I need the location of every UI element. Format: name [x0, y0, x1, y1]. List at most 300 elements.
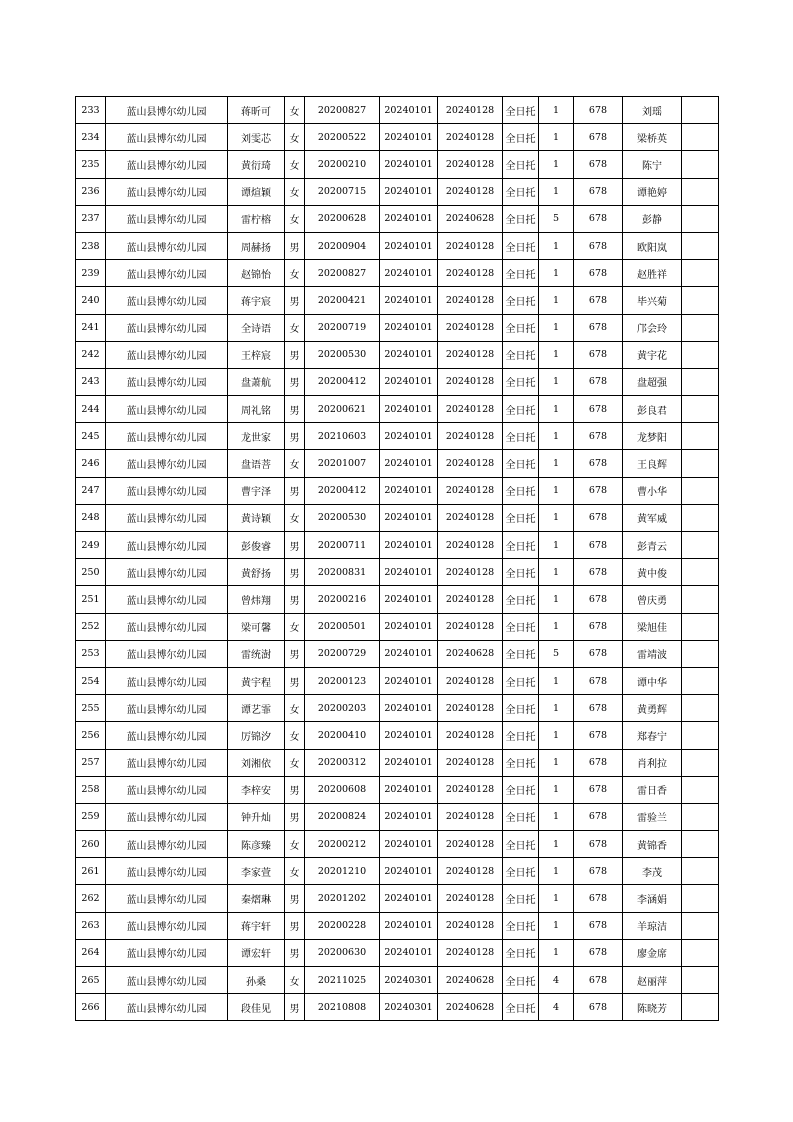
table-row — [76, 97, 719, 124]
start-date-cell: 20240301 — [380, 967, 438, 994]
kindergarten-name-cell: 蓝山县博尔幼儿园 — [106, 341, 228, 368]
start-date-cell: 20240101 — [380, 178, 438, 205]
table-row — [76, 341, 719, 368]
care-type-cell: 全日托 — [503, 532, 539, 559]
months-cell: 1 — [539, 831, 574, 858]
months-cell: 1 — [539, 368, 574, 395]
birth-date-cell: 20200410 — [305, 722, 380, 749]
row-index-cell: 248 — [76, 504, 106, 531]
amount-cell: 678 — [574, 396, 623, 423]
months-cell: 4 — [539, 967, 574, 994]
child-name-cell: 龙世家 — [228, 423, 285, 450]
table-row — [76, 477, 719, 504]
remark-cell — [682, 586, 719, 613]
months-cell: 1 — [539, 667, 574, 694]
months-cell: 1 — [539, 912, 574, 939]
care-type-cell: 全日托 — [503, 368, 539, 395]
amount-cell: 678 — [574, 858, 623, 885]
child-name-cell: 蒋宇宸 — [228, 287, 285, 314]
start-date-cell: 20240101 — [380, 559, 438, 586]
start-date-cell: 20240301 — [380, 994, 438, 1021]
child-name-cell: 盘萧航 — [228, 368, 285, 395]
amount-cell: 678 — [574, 831, 623, 858]
amount-cell: 678 — [574, 97, 623, 124]
child-name-cell: 黄宇程 — [228, 667, 285, 694]
months-cell: 1 — [539, 504, 574, 531]
kindergarten-name-cell: 蓝山县博尔幼儿园 — [106, 776, 228, 803]
months-cell: 1 — [539, 803, 574, 830]
table-row — [76, 858, 719, 885]
table-row — [76, 368, 719, 395]
guardian-name-cell: 曾庆勇 — [623, 586, 682, 613]
table-row — [76, 396, 719, 423]
care-type-cell: 全日托 — [503, 939, 539, 966]
start-date-cell: 20240101 — [380, 151, 438, 178]
kindergarten-name-cell: 蓝山县博尔幼儿园 — [106, 97, 228, 124]
amount-cell: 678 — [574, 368, 623, 395]
kindergarten-name-cell: 蓝山县博尔幼儿园 — [106, 939, 228, 966]
amount-cell: 678 — [574, 695, 623, 722]
remark-cell — [682, 314, 719, 341]
months-cell: 4 — [539, 994, 574, 1021]
care-type-cell: 全日托 — [503, 396, 539, 423]
amount-cell: 678 — [574, 205, 623, 232]
remark-cell — [682, 287, 719, 314]
gender-cell: 男 — [285, 994, 305, 1021]
row-index-cell: 242 — [76, 341, 106, 368]
end-date-cell: 20240128 — [438, 232, 503, 259]
start-date-cell: 20240101 — [380, 504, 438, 531]
start-date-cell: 20240101 — [380, 205, 438, 232]
child-name-cell: 全诗语 — [228, 314, 285, 341]
months-cell: 1 — [539, 776, 574, 803]
care-type-cell: 全日托 — [503, 232, 539, 259]
table-row — [76, 586, 719, 613]
child-name-cell: 曹宇泽 — [228, 477, 285, 504]
child-name-cell: 孙桑 — [228, 967, 285, 994]
care-type-cell: 全日托 — [503, 967, 539, 994]
enrollment-table — [75, 96, 719, 1021]
guardian-name-cell: 赵丽萍 — [623, 967, 682, 994]
remark-cell — [682, 151, 719, 178]
start-date-cell: 20240101 — [380, 695, 438, 722]
birth-date-cell: 20200210 — [305, 151, 380, 178]
amount-cell: 678 — [574, 314, 623, 341]
amount-cell: 678 — [574, 667, 623, 694]
table-row — [76, 124, 719, 151]
row-index-cell: 239 — [76, 260, 106, 287]
kindergarten-name-cell: 蓝山县博尔幼儿园 — [106, 178, 228, 205]
table-row — [76, 722, 719, 749]
end-date-cell: 20240128 — [438, 151, 503, 178]
row-index-cell: 234 — [76, 124, 106, 151]
table-row — [76, 205, 719, 232]
amount-cell: 678 — [574, 912, 623, 939]
birth-date-cell: 20210603 — [305, 423, 380, 450]
end-date-cell: 20240128 — [438, 477, 503, 504]
amount-cell: 678 — [574, 477, 623, 504]
guardian-name-cell: 刘瑶 — [623, 97, 682, 124]
guardian-name-cell: 梁桥英 — [623, 124, 682, 151]
guardian-name-cell: 黄锦香 — [623, 831, 682, 858]
amount-cell: 678 — [574, 885, 623, 912]
amount-cell: 678 — [574, 532, 623, 559]
end-date-cell: 20240128 — [438, 178, 503, 205]
gender-cell: 男 — [285, 586, 305, 613]
remark-cell — [682, 97, 719, 124]
care-type-cell: 全日托 — [503, 477, 539, 504]
child-name-cell: 谭宏轩 — [228, 939, 285, 966]
row-index-cell: 259 — [76, 803, 106, 830]
start-date-cell: 20240101 — [380, 858, 438, 885]
care-type-cell: 全日托 — [503, 667, 539, 694]
remark-cell — [682, 776, 719, 803]
birth-date-cell: 20200630 — [305, 939, 380, 966]
guardian-name-cell: 黄中俊 — [623, 559, 682, 586]
guardian-name-cell: 羊琼洁 — [623, 912, 682, 939]
months-cell: 1 — [539, 450, 574, 477]
remark-cell — [682, 124, 719, 151]
guardian-name-cell: 梁旭佳 — [623, 613, 682, 640]
start-date-cell: 20240101 — [380, 341, 438, 368]
birth-date-cell: 20200827 — [305, 260, 380, 287]
gender-cell: 女 — [285, 613, 305, 640]
birth-date-cell: 20200729 — [305, 640, 380, 667]
child-name-cell: 黄衍琦 — [228, 151, 285, 178]
row-index-cell: 263 — [76, 912, 106, 939]
kindergarten-name-cell: 蓝山县博尔幼儿园 — [106, 667, 228, 694]
gender-cell: 女 — [285, 831, 305, 858]
start-date-cell: 20240101 — [380, 722, 438, 749]
kindergarten-name-cell: 蓝山县博尔幼儿园 — [106, 532, 228, 559]
child-name-cell: 黄舒扬 — [228, 559, 285, 586]
child-name-cell: 黄诗颖 — [228, 504, 285, 531]
end-date-cell: 20240128 — [438, 613, 503, 640]
kindergarten-name-cell: 蓝山县博尔幼儿园 — [106, 368, 228, 395]
kindergarten-name-cell: 蓝山县博尔幼儿园 — [106, 450, 228, 477]
amount-cell: 678 — [574, 640, 623, 667]
row-index-cell: 251 — [76, 586, 106, 613]
child-name-cell: 厉锦汐 — [228, 722, 285, 749]
gender-cell: 女 — [285, 722, 305, 749]
guardian-name-cell: 廖金席 — [623, 939, 682, 966]
child-name-cell: 李梓安 — [228, 776, 285, 803]
row-index-cell: 262 — [76, 885, 106, 912]
start-date-cell: 20240101 — [380, 423, 438, 450]
row-index-cell: 257 — [76, 749, 106, 776]
care-type-cell: 全日托 — [503, 151, 539, 178]
child-name-cell: 周礼铭 — [228, 396, 285, 423]
guardian-name-cell: 黄军威 — [623, 504, 682, 531]
remark-cell — [682, 858, 719, 885]
guardian-name-cell: 曹小华 — [623, 477, 682, 504]
gender-cell: 男 — [285, 803, 305, 830]
birth-date-cell: 20200621 — [305, 396, 380, 423]
amount-cell: 678 — [574, 151, 623, 178]
end-date-cell: 20240128 — [438, 504, 503, 531]
remark-cell — [682, 749, 719, 776]
gender-cell: 男 — [285, 287, 305, 314]
kindergarten-name-cell: 蓝山县博尔幼儿园 — [106, 912, 228, 939]
end-date-cell: 20240128 — [438, 858, 503, 885]
months-cell: 1 — [539, 178, 574, 205]
birth-date-cell: 20201007 — [305, 450, 380, 477]
remark-cell — [682, 504, 719, 531]
start-date-cell: 20240101 — [380, 450, 438, 477]
row-index-cell: 261 — [76, 858, 106, 885]
table-row — [76, 532, 719, 559]
end-date-cell: 20240128 — [438, 695, 503, 722]
care-type-cell: 全日托 — [503, 912, 539, 939]
gender-cell: 男 — [285, 368, 305, 395]
gender-cell: 男 — [285, 667, 305, 694]
care-type-cell: 全日托 — [503, 97, 539, 124]
guardian-name-cell: 赵胜祥 — [623, 260, 682, 287]
child-name-cell: 刘湘依 — [228, 749, 285, 776]
end-date-cell: 20240128 — [438, 776, 503, 803]
kindergarten-name-cell: 蓝山县博尔幼儿园 — [106, 695, 228, 722]
care-type-cell: 全日托 — [503, 504, 539, 531]
amount-cell: 678 — [574, 994, 623, 1021]
care-type-cell: 全日托 — [503, 287, 539, 314]
gender-cell: 女 — [285, 749, 305, 776]
guardian-name-cell: 彭良君 — [623, 396, 682, 423]
guardian-name-cell: 彭青云 — [623, 532, 682, 559]
end-date-cell: 20240128 — [438, 559, 503, 586]
gender-cell: 女 — [285, 178, 305, 205]
guardian-name-cell: 邝会玲 — [623, 314, 682, 341]
kindergarten-name-cell: 蓝山县博尔幼儿园 — [106, 477, 228, 504]
start-date-cell: 20240101 — [380, 396, 438, 423]
gender-cell: 女 — [285, 124, 305, 151]
remark-cell — [682, 423, 719, 450]
remark-cell — [682, 831, 719, 858]
care-type-cell: 全日托 — [503, 831, 539, 858]
remark-cell — [682, 559, 719, 586]
end-date-cell: 20240128 — [438, 314, 503, 341]
child-name-cell: 赵锦怡 — [228, 260, 285, 287]
care-type-cell: 全日托 — [503, 994, 539, 1021]
care-type-cell: 全日托 — [503, 314, 539, 341]
kindergarten-name-cell: 蓝山县博尔幼儿园 — [106, 396, 228, 423]
start-date-cell: 20240101 — [380, 939, 438, 966]
amount-cell: 678 — [574, 260, 623, 287]
amount-cell: 678 — [574, 613, 623, 640]
guardian-name-cell: 毕兴菊 — [623, 287, 682, 314]
table-row — [76, 613, 719, 640]
birth-date-cell: 20200608 — [305, 776, 380, 803]
care-type-cell: 全日托 — [503, 749, 539, 776]
end-date-cell: 20240128 — [438, 586, 503, 613]
row-index-cell: 266 — [76, 994, 106, 1021]
end-date-cell: 20240128 — [438, 97, 503, 124]
care-type-cell: 全日托 — [503, 586, 539, 613]
months-cell: 1 — [539, 939, 574, 966]
row-index-cell: 253 — [76, 640, 106, 667]
amount-cell: 678 — [574, 178, 623, 205]
row-index-cell: 264 — [76, 939, 106, 966]
kindergarten-name-cell: 蓝山县博尔幼儿园 — [106, 749, 228, 776]
gender-cell: 女 — [285, 97, 305, 124]
birth-date-cell: 20200904 — [305, 232, 380, 259]
amount-cell: 678 — [574, 504, 623, 531]
end-date-cell: 20240128 — [438, 341, 503, 368]
care-type-cell: 全日托 — [503, 695, 539, 722]
end-date-cell: 20240128 — [438, 368, 503, 395]
months-cell: 1 — [539, 586, 574, 613]
child-name-cell: 谭煊颖 — [228, 178, 285, 205]
table-row — [76, 504, 719, 531]
kindergarten-name-cell: 蓝山县博尔幼儿园 — [106, 586, 228, 613]
table-row — [76, 178, 719, 205]
table-row — [76, 749, 719, 776]
kindergarten-name-cell: 蓝山县博尔幼儿园 — [106, 124, 228, 151]
kindergarten-name-cell: 蓝山县博尔幼儿园 — [106, 885, 228, 912]
end-date-cell: 20240128 — [438, 803, 503, 830]
start-date-cell: 20240101 — [380, 912, 438, 939]
remark-cell — [682, 260, 719, 287]
guardian-name-cell: 陈宁 — [623, 151, 682, 178]
table-row — [76, 640, 719, 667]
birth-date-cell: 20200123 — [305, 667, 380, 694]
birth-date-cell: 20200628 — [305, 205, 380, 232]
start-date-cell: 20240101 — [380, 776, 438, 803]
start-date-cell: 20240101 — [380, 586, 438, 613]
gender-cell: 男 — [285, 532, 305, 559]
table-row — [76, 831, 719, 858]
gender-cell: 男 — [285, 912, 305, 939]
care-type-cell: 全日托 — [503, 722, 539, 749]
guardian-name-cell: 雷验兰 — [623, 803, 682, 830]
start-date-cell: 20240101 — [380, 640, 438, 667]
remark-cell — [682, 640, 719, 667]
kindergarten-name-cell: 蓝山县博尔幼儿园 — [106, 831, 228, 858]
row-index-cell: 254 — [76, 667, 106, 694]
gender-cell: 女 — [285, 450, 305, 477]
birth-date-cell: 20210808 — [305, 994, 380, 1021]
remark-cell — [682, 695, 719, 722]
table-row — [76, 667, 719, 694]
care-type-cell: 全日托 — [503, 341, 539, 368]
gender-cell: 女 — [285, 695, 305, 722]
amount-cell: 678 — [574, 559, 623, 586]
care-type-cell: 全日托 — [503, 858, 539, 885]
end-date-cell: 20240128 — [438, 396, 503, 423]
kindergarten-name-cell: 蓝山县博尔幼儿园 — [106, 205, 228, 232]
birth-date-cell: 20200212 — [305, 831, 380, 858]
amount-cell: 678 — [574, 749, 623, 776]
start-date-cell: 20240101 — [380, 749, 438, 776]
birth-date-cell: 20200522 — [305, 124, 380, 151]
start-date-cell: 20240101 — [380, 97, 438, 124]
kindergarten-name-cell: 蓝山县博尔幼儿园 — [106, 314, 228, 341]
care-type-cell: 全日托 — [503, 640, 539, 667]
care-type-cell: 全日托 — [503, 260, 539, 287]
remark-cell — [682, 803, 719, 830]
row-index-cell: 240 — [76, 287, 106, 314]
table-row — [76, 450, 719, 477]
birth-date-cell: 20200228 — [305, 912, 380, 939]
care-type-cell: 全日托 — [503, 559, 539, 586]
end-date-cell: 20240128 — [438, 532, 503, 559]
row-index-cell: 245 — [76, 423, 106, 450]
kindergarten-name-cell: 蓝山县博尔幼儿园 — [106, 504, 228, 531]
amount-cell: 678 — [574, 450, 623, 477]
table-row — [76, 151, 719, 178]
remark-cell — [682, 232, 719, 259]
birth-date-cell: 20200412 — [305, 368, 380, 395]
guardian-name-cell: 龙梦阳 — [623, 423, 682, 450]
child-name-cell: 刘雯芯 — [228, 124, 285, 151]
remark-cell — [682, 885, 719, 912]
start-date-cell: 20240101 — [380, 287, 438, 314]
start-date-cell: 20240101 — [380, 667, 438, 694]
child-name-cell: 蒋宇轩 — [228, 912, 285, 939]
amount-cell: 678 — [574, 287, 623, 314]
amount-cell: 678 — [574, 776, 623, 803]
gender-cell: 男 — [285, 939, 305, 966]
row-index-cell: 249 — [76, 532, 106, 559]
months-cell: 1 — [539, 885, 574, 912]
months-cell: 1 — [539, 341, 574, 368]
child-name-cell: 谭艺霏 — [228, 695, 285, 722]
amount-cell: 678 — [574, 423, 623, 450]
guardian-name-cell: 欧阳岚 — [623, 232, 682, 259]
birth-date-cell: 20200501 — [305, 613, 380, 640]
row-index-cell: 260 — [76, 831, 106, 858]
months-cell: 1 — [539, 858, 574, 885]
start-date-cell: 20240101 — [380, 314, 438, 341]
guardian-name-cell: 黄宇花 — [623, 341, 682, 368]
birth-date-cell: 20200719 — [305, 314, 380, 341]
table-row — [76, 287, 719, 314]
birth-date-cell: 20200412 — [305, 477, 380, 504]
child-name-cell: 雷柠榕 — [228, 205, 285, 232]
months-cell: 1 — [539, 423, 574, 450]
remark-cell — [682, 939, 719, 966]
start-date-cell: 20240101 — [380, 124, 438, 151]
remark-cell — [682, 667, 719, 694]
guardian-name-cell: 郑春宁 — [623, 722, 682, 749]
guardian-name-cell: 雷日香 — [623, 776, 682, 803]
birth-date-cell: 20200421 — [305, 287, 380, 314]
row-index-cell: 237 — [76, 205, 106, 232]
kindergarten-name-cell: 蓝山县博尔幼儿园 — [106, 260, 228, 287]
gender-cell: 女 — [285, 205, 305, 232]
kindergarten-name-cell: 蓝山县博尔幼儿园 — [106, 613, 228, 640]
table-row — [76, 559, 719, 586]
table-row — [76, 260, 719, 287]
child-name-cell: 曾炜翔 — [228, 586, 285, 613]
end-date-cell: 20240128 — [438, 287, 503, 314]
remark-cell — [682, 368, 719, 395]
months-cell: 1 — [539, 722, 574, 749]
row-index-cell: 238 — [76, 232, 106, 259]
end-date-cell: 20240128 — [438, 722, 503, 749]
kindergarten-name-cell: 蓝山县博尔幼儿园 — [106, 803, 228, 830]
start-date-cell: 20240101 — [380, 260, 438, 287]
months-cell: 1 — [539, 749, 574, 776]
row-index-cell: 235 — [76, 151, 106, 178]
child-name-cell: 陈彦臻 — [228, 831, 285, 858]
months-cell: 1 — [539, 287, 574, 314]
remark-cell — [682, 477, 719, 504]
months-cell: 1 — [539, 613, 574, 640]
gender-cell: 女 — [285, 967, 305, 994]
end-date-cell: 20240128 — [438, 749, 503, 776]
amount-cell: 678 — [574, 803, 623, 830]
care-type-cell: 全日托 — [503, 885, 539, 912]
